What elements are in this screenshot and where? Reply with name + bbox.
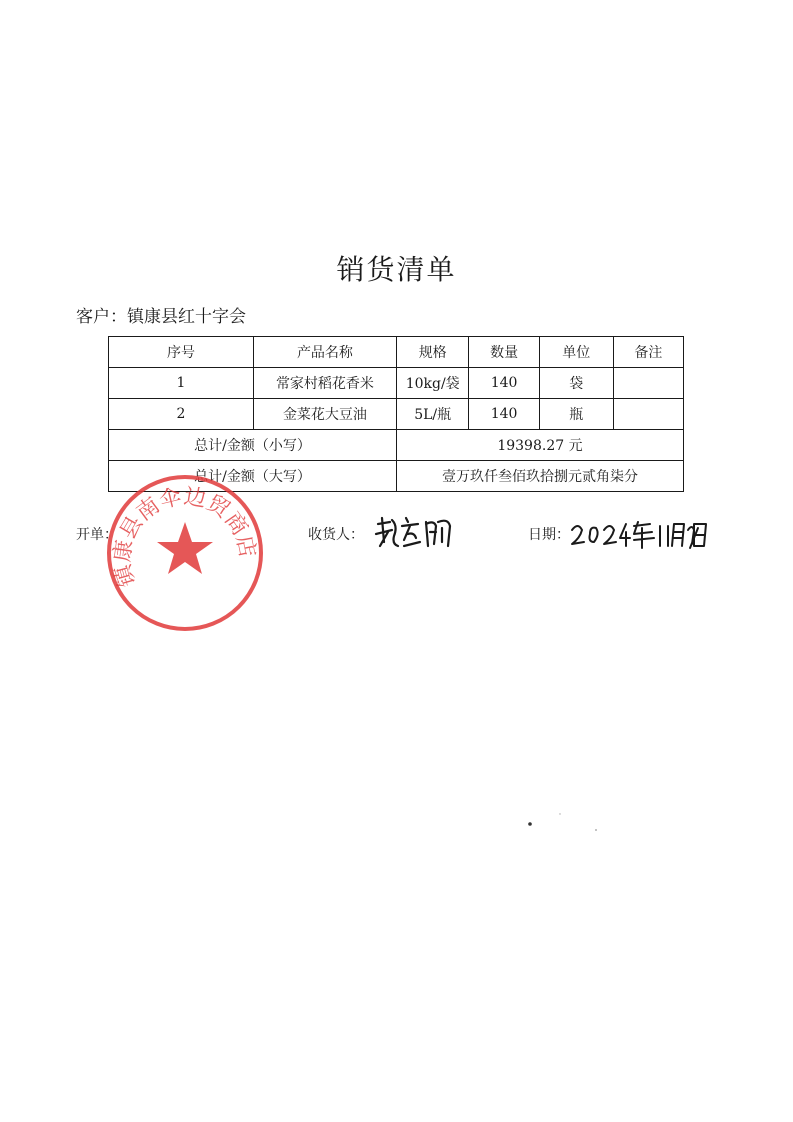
cell-quantity: 140 <box>469 399 539 430</box>
header-quantity: 数量 <box>469 337 539 368</box>
date-label: 日期： <box>528 527 570 543</box>
document-title: 销货清单 <box>336 253 457 286</box>
total-big-value: 壹万玖仟叁佰玖拾捌元贰角柒分 <box>396 461 683 492</box>
cell-seq: 2 <box>109 399 254 430</box>
header-spec: 规格 <box>396 337 469 368</box>
total-big-label: 总计/金额（大写） <box>109 461 397 492</box>
cell-product-name: 金菜花大豆油 <box>253 399 396 430</box>
customer-name: 镇康县红十字会 <box>127 307 246 327</box>
header-note: 备注 <box>613 337 683 368</box>
header-product-name: 产品名称 <box>253 337 396 368</box>
cell-note <box>613 368 683 399</box>
total-small-label: 总计/金额（小写） <box>109 430 397 461</box>
table-row <box>109 399 684 430</box>
total-small-row <box>109 430 684 461</box>
cell-unit: 袋 <box>539 368 613 399</box>
header-unit: 单位 <box>539 337 613 368</box>
customer-line <box>76 302 246 327</box>
total-small-value: 19398.27 元 <box>396 430 683 461</box>
scan-specks <box>520 808 610 848</box>
cell-seq: 1 <box>109 368 254 399</box>
cell-product-name: 常家村稻花香米 <box>253 368 396 399</box>
cell-spec: 5L/瓶 <box>396 399 469 430</box>
customer-label: 客户： <box>76 307 127 327</box>
receiver-label: 收货人： <box>308 527 364 543</box>
sales-table <box>108 336 684 492</box>
table-row <box>109 368 684 399</box>
issuer-label: 开单： <box>76 527 118 543</box>
cell-spec: 10kg/袋 <box>396 368 469 399</box>
cell-note <box>613 399 683 430</box>
cell-unit: 瓶 <box>539 399 613 430</box>
cell-quantity: 140 <box>469 368 539 399</box>
header-seq: 序号 <box>109 337 254 368</box>
svg-text:镇康县南伞边贸商店: 镇康县南伞边贸商店 <box>110 484 260 590</box>
company-seal <box>104 472 266 634</box>
handwritten-date <box>568 518 708 550</box>
receiver-signature <box>372 512 456 552</box>
table-header-row <box>109 337 684 368</box>
